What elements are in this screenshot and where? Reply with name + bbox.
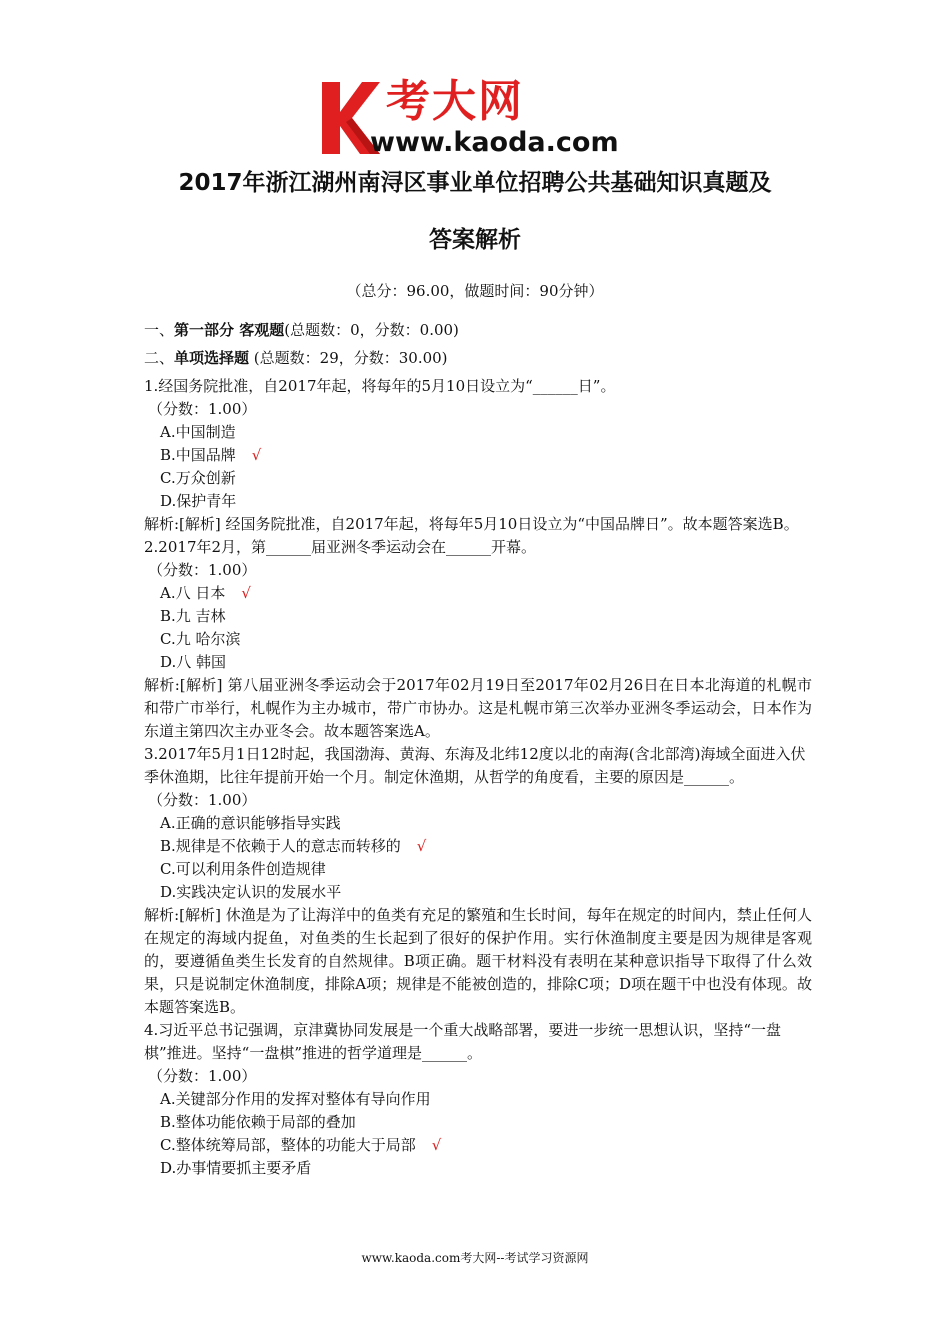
option-label: A.中国制造 — [160, 423, 236, 441]
question-analysis: 解析:[解析] 第八届亚洲冬季运动会于2017年02月19日至2017年02月26日在日本北海道的札幌市和带广市举行，札幌作为主办城市，带广市协办。这是札幌市第三次举办亚洲冬季运动会，日本作为东道主第四次主办亚冬会。故本题答案选A。 — [144, 676, 812, 740]
question-score: （分数：1.00） — [148, 791, 257, 809]
correct-check-icon: √ — [241, 584, 251, 602]
question-text: 4.习近平总书记强调，京津冀协同发展是一个重大战略部署，要进一步统一思想认识，坚持“一盘棋”推进。坚持“一盘棋”推进的哲学道理是______。 — [144, 1021, 781, 1062]
answer-option — [144, 582, 812, 605]
answer-option — [144, 1157, 812, 1180]
answer-option — [144, 651, 812, 674]
answer-option — [144, 444, 812, 467]
question-text: 2.2017年2月，第______届亚洲冬季运动会在______开幕。 — [144, 538, 537, 556]
answer-option — [144, 1134, 812, 1157]
option-label: D.保护青年 — [160, 492, 237, 510]
page-title-line2: 答案解析 — [429, 227, 521, 253]
question-item — [144, 743, 812, 1019]
option-label: D.实践决定认识的发展水平 — [160, 883, 342, 901]
option-label: D.办事情要抓主要矛盾 — [160, 1159, 312, 1177]
section-single-choice — [144, 347, 812, 370]
answer-option — [144, 421, 812, 444]
question-text: 3.2017年5月1日12时起，我国渤海、黄海、东海及北纬12度以北的南海(含北部湾)海域全面进入伏季休渔期，比往年提前开始一个月。制定休渔期，从哲学的角度看，主要的原因是______。 — [144, 745, 806, 786]
logo-name: 考大网 — [386, 76, 524, 127]
page-title-line1: 2017年浙江湖州南浔区事业单位招聘公共基础知识真题及 — [178, 170, 772, 196]
option-label: A.八 日本 — [160, 584, 226, 602]
kaoda-logo — [318, 78, 638, 158]
option-label: A.正确的意识能够指导实践 — [160, 814, 341, 832]
option-label: B.中国品牌 — [160, 446, 236, 464]
question-score: （分数：1.00） — [148, 1067, 257, 1085]
answer-option — [144, 858, 812, 881]
question-analysis: 解析:[解析] 经国务院批准，自2017年起，将每年5月10日设立为“中国品牌日”。故本题答案选B。 — [144, 515, 799, 533]
option-label: B.整体功能依赖于局部的叠加 — [160, 1113, 356, 1131]
answer-option — [144, 1111, 812, 1134]
option-label: B.九 吉林 — [160, 607, 226, 625]
answer-option — [144, 605, 812, 628]
page-footer: www.kaoda.com考大网--考试学习资源网 — [361, 1251, 589, 1265]
answer-option — [144, 467, 812, 490]
option-label: D.八 韩国 — [160, 653, 227, 671]
answer-option — [144, 490, 812, 513]
answer-option — [144, 628, 812, 651]
exam-meta: （总分：96.00，做题时间：90分钟） — [346, 282, 604, 300]
option-label: C.可以利用条件创造规律 — [160, 860, 326, 878]
section-objective — [144, 319, 812, 342]
option-label: A.关键部分作用的发挥对整体有导向作用 — [160, 1090, 431, 1108]
section-prefix: 二、 — [144, 349, 175, 367]
section-prefix: 一、 — [144, 321, 175, 339]
question-analysis: 解析:[解析] 休渔是为了让海洋中的鱼类有充足的繁殖和生长时间，每年在规定的时间内，禁止任何人在规定的海域内捉鱼，对鱼类的生长起到了很好的保护作用。实行休渔制度主要是因为规律是客观的，要遵循鱼类生长发育的自然规律。B项正确。题干材料没有表明在某种意识指导下取得了什么效果，只是说制定休渔制度，排除A项；规律是不能被创造的，排除C项；D项在题干中也没有体现。故本题答案选B。 — [144, 906, 812, 1016]
option-label: C.整体统筹局部，整体的功能大于局部 — [160, 1136, 416, 1154]
section-info: (总题数：0，分数：0.00) — [284, 321, 459, 339]
question-score: （分数：1.00） — [148, 561, 257, 579]
question-item — [144, 536, 812, 743]
question-score: （分数：1.00） — [148, 400, 257, 418]
correct-check-icon: √ — [431, 1136, 442, 1154]
answer-option — [144, 835, 812, 858]
question-item — [144, 1019, 812, 1180]
answer-option — [144, 881, 812, 904]
answer-option — [144, 1088, 812, 1111]
section-info: (总题数：29，分数：30.00) — [249, 349, 448, 367]
section-heading: 单项选择题 — [174, 349, 250, 367]
correct-check-icon: √ — [416, 837, 427, 855]
option-label: C.九 哈尔滨 — [160, 630, 241, 648]
option-label: B.规律是不依赖于人的意志而转移的 — [160, 837, 401, 855]
option-label: C.万众创新 — [160, 469, 236, 487]
exam-content — [144, 319, 812, 1180]
question-text: 1.经国务院批准，自2017年起，将每年的5月10日设立为“______日”。 — [144, 377, 616, 395]
logo-url: www.kaoda.com — [370, 127, 619, 158]
correct-check-icon: √ — [251, 446, 262, 464]
question-item — [144, 375, 812, 536]
question-list — [144, 375, 812, 1180]
answer-option — [144, 812, 812, 835]
section-heading: 第一部分 客观题 — [174, 321, 285, 339]
